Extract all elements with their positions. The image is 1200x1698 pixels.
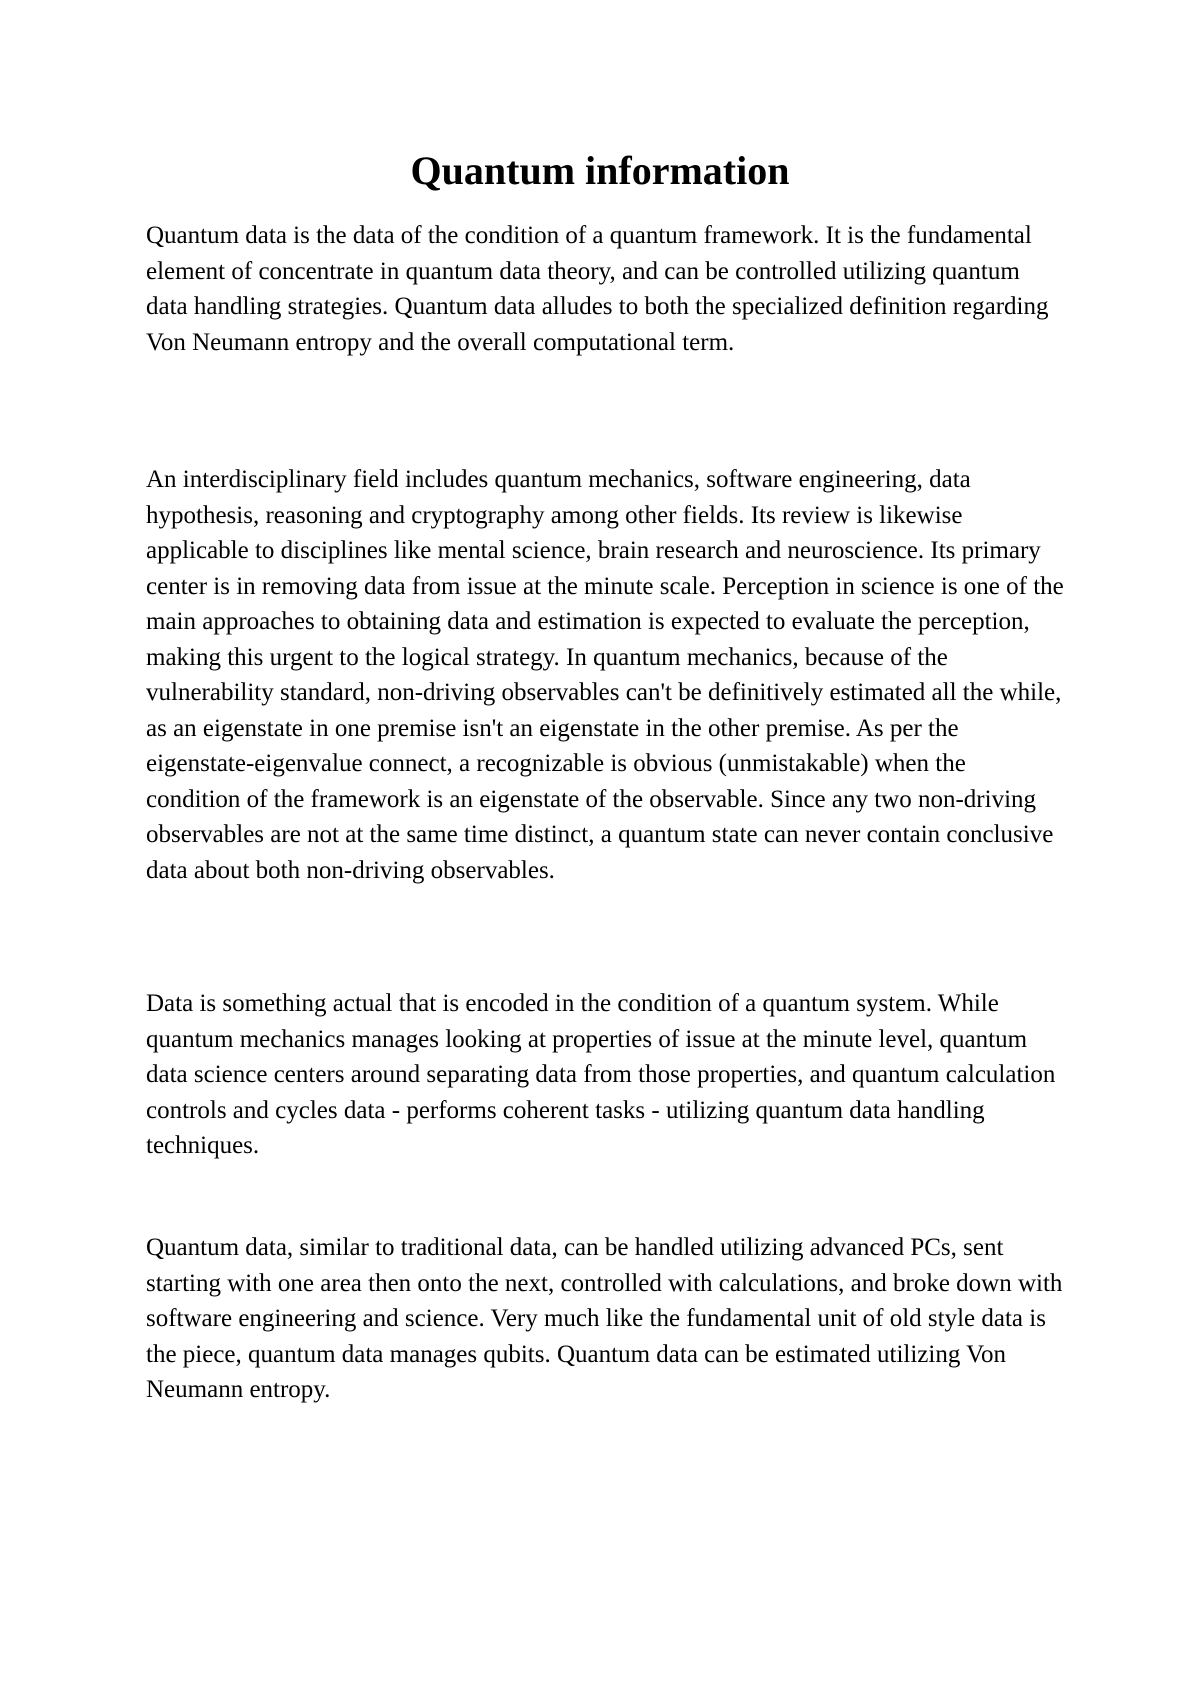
- paragraph-1: Quantum data is the data of the condition of a quantum framework. It is the fundamental element of concentrate in quantum data theory, and can be controlled utilizing quantum data handling strategies. Quantum data alludes to both the specialized definition regarding Von Neumann entropy and the overall computational term.: [146, 222, 1049, 356]
- paragraph-4: Quantum data, similar to traditional data, can be handled utilizing advanced PCs, sent starting with one area then onto the next, controlled with calculations, and broke down with software engineering and science. Very much like the fundamental unit of old style data is the piece, quantum data manages qubits. Quantum data can be estimated utilizing Von Neumann entropy.: [146, 1234, 1063, 1403]
- paragraph-2: An interdisciplinary field includes quantum mechanics, software engineering, data hypothesis, reasoning and cryptography among other fields. Its review is likewise applicable to disciplines like mental science, brain research and neuroscience. Its primary center is in removing data from issue at the minute scale. Perception in science is one of the main approaches to obtaining data and estimation is expected to evaluate the perception, making this urgent to the logical strategy. In quantum mechanics, because of the vulnerability standard, non-driving observables can't be definitively estimated all the while, as an eigenstate in one premise isn't an eigenstate in the other premise. As per the eigenstate-eigenvalue connect, a recognizable is obvious (unmistakable) when the condition of the framework is an eigenstate of the observable. Since any two non-driving observables are not at the same time distinct, a quantum state can never contain conclusive data about both non-driving observables.: [146, 466, 1064, 884]
- document-title: Quantum information: [410, 148, 790, 193]
- paragraph-3: Data is something actual that is encoded in the condition of a quantum system. While quantum mechanics manages looking at properties of issue at the minute level, quantum data science centers around separating data from those properties, and quantum calculation controls and cycles data - performs coherent tasks - utilizing quantum data handling techniques.: [146, 990, 1056, 1159]
